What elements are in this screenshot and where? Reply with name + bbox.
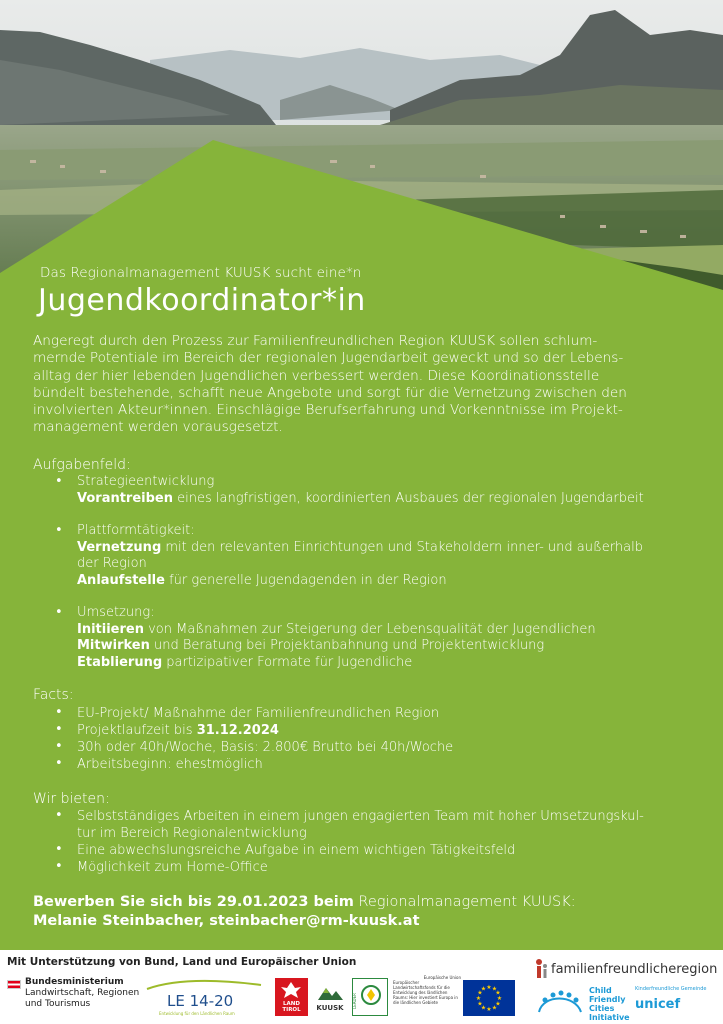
aufgabe-line (77, 491, 697, 508)
bm-line: Landwirtschaft, Regionen (25, 988, 140, 998)
fact-item: Arbeitsbeginn: ehestmöglich (77, 757, 263, 772)
le-subtext: Entwicklung für den Ländlichen Raum (159, 1011, 235, 1016)
aufgabe-umsetzung (77, 605, 697, 671)
aufgabe-line (77, 655, 697, 672)
bullet-icon: • (55, 756, 63, 771)
cfci-text (589, 986, 630, 1022)
bieten-heading: Wir bieten: (33, 791, 110, 807)
intro-line: mernde Potentiale im Bereich der regionalen Jugendarbeit geweckt und so der Lebens- (33, 350, 624, 367)
cfci-line: Child (589, 986, 612, 995)
kuusk-mountain-icon (312, 978, 348, 1016)
leader-text: LEADER (352, 993, 357, 1009)
svg-text:★: ★ (491, 985, 498, 993)
bieten-item: tur im Bereich Regionalentwicklung (77, 826, 307, 841)
svg-text:★: ★ (486, 984, 492, 991)
bullet-icon: • (55, 739, 63, 754)
famreg-text: familienfreundlicheregion (551, 962, 718, 977)
intro-line: bündelt bestehende, schafft neue Angebote und sorgt für die Vernetzung zwischen den (33, 384, 627, 401)
aufgabe-plattform (77, 523, 697, 589)
bm-line: und Tourismus (25, 999, 91, 1009)
bullet-icon: • (55, 605, 63, 620)
eu-fund-text (393, 975, 461, 1005)
bullet-icon: • (55, 722, 63, 737)
eu-flag-icon (463, 980, 515, 1016)
svg-text:★: ★ (477, 989, 483, 997)
aufgabe-line: der Region (77, 556, 147, 571)
fact-date: 31.12.2024 (196, 723, 279, 738)
kuusk-logo (312, 978, 348, 1016)
bullet-icon: • (55, 808, 63, 823)
eu-description: Europäischer Landwirtschaftsfonds für die Entwicklung des ländlichen Raums: Hier investiert Europa in die ländlichen Gebiete (393, 980, 458, 1005)
bundesministerium-logo (7, 977, 142, 1022)
svg-text:★: ★ (491, 1004, 498, 1012)
cfci-line: Friendly (589, 995, 626, 1004)
intro-paragraph (33, 333, 693, 437)
le-14-20-logo (145, 975, 263, 1020)
aufgabe-title: Strategieentwicklung (77, 474, 215, 489)
intro-line: alltag der hier lebenden Jugendlichen verbessert werden. Diese Koordinationsstelle (33, 367, 600, 384)
kuusk-text: KUUSK (316, 1004, 344, 1012)
kinderfreundliche-text: Kinderfreundliche Gemeinde (635, 986, 707, 992)
facts-heading: Facts: (33, 687, 74, 703)
svg-text:★: ★ (475, 995, 482, 1002)
aufgabe-line (77, 622, 697, 639)
keyword: Initiieren (77, 621, 144, 637)
tirol-text: LAND TIROL (282, 1001, 301, 1013)
le-text: LE 14-20 (167, 992, 234, 1010)
aufgabe-text: eines langfristigen, koordinierten Ausbaues der regionalen Jugendarbeit (173, 490, 644, 506)
aufgaben-heading: Aufgabenfeld: (33, 457, 131, 473)
svg-text:★: ★ (480, 1004, 487, 1012)
cfci-line: Initiative (589, 1013, 630, 1022)
fact-item: EU-Projekt/ Maßnahme der Familienfreundlichen Region (77, 706, 440, 721)
bieten-list (77, 808, 697, 876)
land-tirol-logo (275, 978, 308, 1016)
keyword: Vorantreiben (77, 490, 173, 506)
footer-title: Mit Unterstützung von Bund, Land und Europäischer Union (7, 956, 357, 968)
bieten-item: Eine abwechslungsreiche Aufgabe in einem wichtigen Tätigkeitsfeld (77, 843, 516, 858)
sponsor-footer (0, 950, 723, 1024)
leader-logo (352, 978, 388, 1016)
facts-list (77, 705, 697, 773)
bullet-icon: • (55, 842, 63, 857)
aufgabe-text: von Maßnahmen zur Steigerung der Lebensqualität der Jugendlichen (143, 621, 596, 637)
svg-text:★: ★ (486, 1006, 492, 1013)
fact-item: 30h oder 40h/Woche, Basis: 2.800€ Brutto bei 40h/Woche (77, 740, 454, 755)
cfci-figures-icon (535, 984, 585, 1020)
aufgabe-line (77, 540, 697, 557)
bullet-icon: • (55, 474, 63, 489)
apply-text: Regionalmanagement KUUSK: (353, 894, 576, 910)
leader-leaf-icon (353, 979, 387, 1015)
subtitle: Das Regionalmanagement KUUSK sucht eine*n (40, 265, 362, 281)
apply-contact[interactable]: Melanie Steinbacher, steinbacher@rm-kuusk.at (33, 913, 420, 929)
aufgabe-title: Plattformtätigkeit: (77, 523, 195, 538)
aufgabe-strategie (77, 474, 697, 507)
aufgabe-line (77, 638, 697, 655)
austria-flag-icon (7, 980, 21, 989)
aufgabe-line (77, 573, 697, 590)
apply-section (33, 893, 576, 931)
page-title: Jugendkoordinator*in (38, 283, 366, 318)
unicef-text: unicef (635, 997, 681, 1012)
fact-text: Projektlaufzeit bis (77, 723, 197, 738)
aufgabe-title: Umsetzung: (77, 605, 155, 620)
aufgabe-text: und Beratung bei Projektanbahnung und Projektentwicklung (149, 638, 545, 653)
svg-text:★: ★ (495, 1000, 501, 1008)
cfci-line: Cities (589, 1004, 615, 1013)
family-figure-icon (535, 958, 549, 980)
bullet-icon: • (55, 859, 63, 874)
intro-line: Angeregt durch den Prozess zur Familienfreundlichen Region KUUSK sollen schlum- (33, 333, 598, 349)
intro-line: management werden vorausgesetzt. (33, 419, 283, 436)
apply-line (33, 893, 576, 912)
svg-text:★: ★ (480, 985, 487, 993)
keyword: Etablierung (77, 654, 163, 670)
keyword: Mitwirken (77, 638, 150, 653)
eu-title: Europäische Union (423, 975, 461, 980)
intro-line: involvierten Akteur*innen. Einschlägige Berufserfahrung und Vorkenntnisse im Projekt- (33, 402, 623, 419)
aufgabe-text: partizipativer Formate für Jugendliche (162, 654, 413, 670)
keyword: Vernetzung (77, 539, 162, 555)
child-friendly-cities-logo (535, 984, 715, 1022)
bieten-item: Möglichkeit zum Home-Office (77, 860, 268, 875)
svg-text:★: ★ (495, 989, 501, 997)
tirol-eagle-icon (275, 978, 308, 1002)
bieten-item: Selbstständiges Arbeiten in einem jungen engagierten Team mit hoher Umsetzungskul- (77, 809, 644, 824)
apply-deadline: Bewerben Sie sich bis 29.01.2023 beim (33, 894, 354, 910)
familienfreundlicheregion-logo (535, 958, 718, 983)
bm-line: Bundesministerium (25, 977, 124, 987)
le-swoosh-icon (145, 975, 263, 1020)
svg-text:★: ★ (477, 1000, 483, 1008)
aufgabe-text: mit den relevanten Einrichtungen und Stakeholdern inner- und außerhalb (161, 539, 643, 555)
fact-item (77, 722, 697, 739)
svg-text:★: ★ (496, 995, 503, 1002)
keyword: Anlaufstelle (77, 572, 165, 588)
aufgabe-text: für generelle Jugendagenden in der Region (164, 572, 447, 588)
bullet-icon: • (55, 705, 63, 720)
bullet-icon: • (55, 523, 63, 538)
